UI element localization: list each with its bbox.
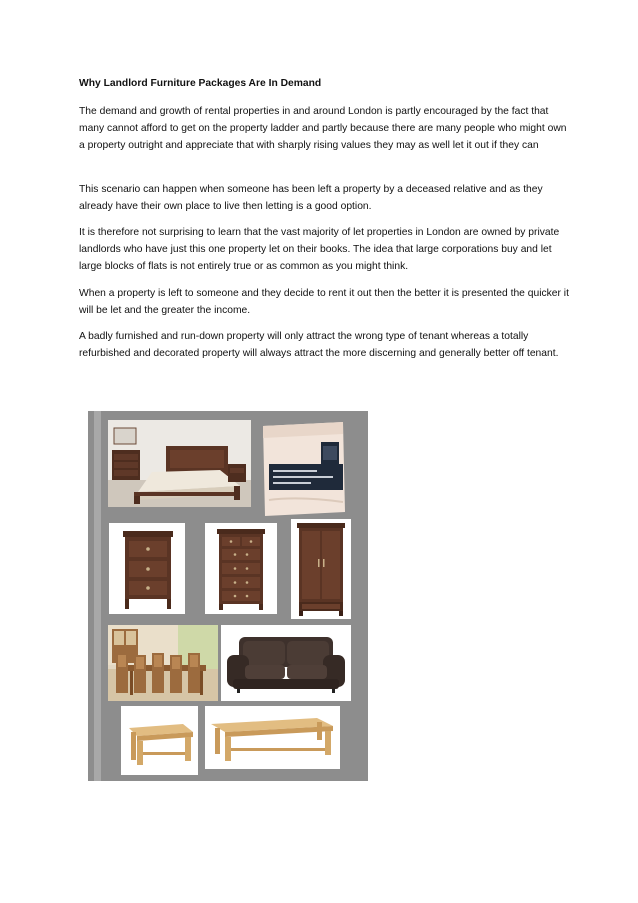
paragraph-demand: The demand and growth of rental properties in and around London is partly encouraged by the fact that many cannot afford to get on the property ladder and partly because there are many people who might own a property outright and appreciate that with sharply rising values they may as well let it out if they can bbox=[79, 106, 567, 152]
wardrobe-photo bbox=[291, 519, 351, 619]
paragraph-scenario: This scenario can happen when someone has been left a property by a deceased relative and as they already have their own place to live then letting is a good option. bbox=[79, 184, 543, 213]
bedroom-set-photo bbox=[108, 420, 251, 507]
bedside-chest-photo bbox=[109, 523, 185, 614]
coffee-table-photo bbox=[121, 706, 198, 775]
document-title: Why Landlord Furniture Packages Are In Demand bbox=[79, 78, 322, 89]
paragraph-private-landlords: It is therefore not surprising to learn that the vast majority of let properties in London are owned by private landlords who have just this one property let on their books. The idea that large corporations buy and let large blocks of flats is not entirely true or as common as you might think. bbox=[79, 227, 560, 273]
paragraph-tenant-type: A badly furnished and run-down property will only attract the wrong type of tenant whereas a totally refurbished and decorated property will always attract the more discerning and generally better off tenant. bbox=[79, 331, 559, 360]
mattress-protector-photo bbox=[259, 420, 351, 518]
chest-of-drawers-photo bbox=[205, 523, 277, 614]
paragraph-presentation: When a property is left to someone and they decide to rent it out then the better it is presented the quicker it will be let and the greater the income. bbox=[79, 288, 569, 317]
dining-set-photo bbox=[108, 625, 218, 701]
dining-table-photo bbox=[205, 706, 340, 769]
leather-sofa-photo bbox=[221, 625, 351, 701]
furniture-collage-image bbox=[88, 411, 368, 781]
